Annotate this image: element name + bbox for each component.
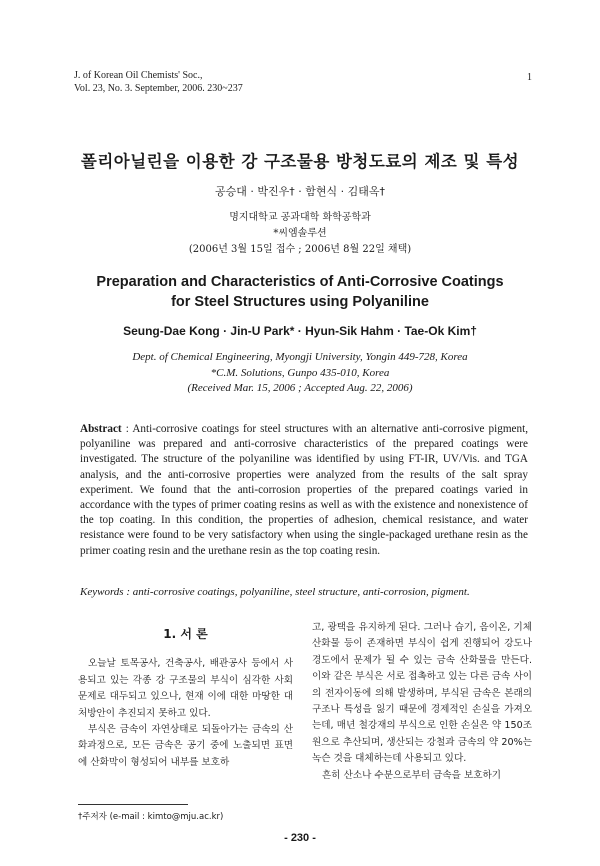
footnote: †주저자 (e-mail : kimto@mju.ac.kr) (78, 812, 224, 822)
page-number: - 230 - (284, 832, 316, 844)
journal-citation (74, 70, 243, 95)
english-affiliation (0, 350, 600, 397)
korean-authors: 공승대 · 박진우† · 함현식 · 김태옥† (215, 185, 385, 198)
journal-line-1: J. of Korean Oil Chemists' Soc., (74, 70, 203, 81)
left-paragraph-1: 오늘날 토목공사, 건축공사, 배관공사 등에서 사용되고 있는 각종 강 구조물의 부식이 심각한 사회문제로 대두되고 있으나, 현재 이에 대한 마땅한 대처방안이 추진되지 못하고 있다. (78, 658, 293, 719)
korean-title: 폴리아닐린을 이용한 강 구조물용 방청도료의 제조 및 특성 (80, 152, 520, 171)
abstract (80, 422, 528, 559)
footnote-divider (78, 804, 188, 805)
abstract-label: Abstract (80, 423, 122, 435)
left-column (78, 620, 293, 771)
korean-affiliation (0, 210, 600, 258)
left-paragraph-2: 부식은 금속이 자연상태로 되돌아가는 금속의 산화과정으로, 모든 금속은 공기 중에 노출되면 표면에 산화막이 형성되어 내부를 보호하 (78, 724, 293, 768)
right-paragraph-1: 고, 광택을 유지하게 된다. 그러나 습기, 음이온, 기체 산화물 등이 존재하면 부식이 쉽게 진행되어 강도나 경도에서 문제가 될 수 있는 금속 산화물을 만든다. 이와 같은 부식은 서로 접촉하고 있는 다른 금속 사이의 전자이동에 의해 발생하며, 부식된 금속은 본래의 구조나 특성을 잃기 때문에 경제적인 손실을 가져오는데, 매년 철강재의 부식으로 인한 손실은 약 150조원으로 추산되며, 생산되는 강철과 금속의 약 20%는 녹슨 것을 대체하는데 사용되고 있다. (312, 622, 532, 765)
korean-company: *씨엠솔루션 (273, 228, 327, 239)
keywords: Keywords : anti-corrosive coatings, polyaniline, steel structure, anti-corrosion, pigment. (80, 586, 470, 598)
english-affil-line-3: (Received Mar. 15, 2006 ; Accepted Aug. 22, 2006) (187, 382, 413, 394)
right-column (312, 620, 532, 784)
english-title (0, 272, 600, 312)
journal-line-2: Vol. 23, No. 3. September, 2006. 230~237 (74, 82, 243, 94)
abstract-text: : Anti-corrosive coatings for steel structures with an alternative anti-corrosive pigment, polyaniline was prepared and anti-corrosive characteristics of the prepared coatings were investigated. The structure of the polyaniline was identified by using FT-IR, UV/Vis. and TGA analysis, and the anti-corrosive properties were analyzed from the results of the salt spray experiment. We found that the anti-corrosion properties of the prepared coatings varied in accordance with the types of primer coating resins as well as with the existence and nonexistence of the top coating. In this condition, the properties of adhesion, chemical resistance, and water resistance were found to be very satisfactory when using the single-packaged urethane resin as the primer coating resin and the urethane resin as the top coating resin. (80, 423, 528, 557)
korean-dates: (2006년 3월 15일 접수 ; 2006년 8월 22일 채택) (188, 244, 412, 255)
header-page-number: 1 (527, 72, 532, 83)
english-title-line-1: Preparation and Characteristics of Anti-Corrosive Coatings (96, 274, 504, 290)
english-authors: Seung-Dae Kong · Jin-U Park* · Hyun-Sik Hahm · Tae-Ok Kim† (123, 324, 477, 338)
section-heading: 1. 서 론 (163, 627, 208, 641)
english-affil-line-1: Dept. of Chemical Engineering, Myongji University, Yongin 449-728, Korea (132, 351, 468, 363)
english-affil-line-2: *C.M. Solutions, Gunpo 435-010, Korea (210, 366, 390, 379)
right-paragraph-2: 흔히 산소나 수분으로부터 금속을 보호하기 (322, 769, 502, 781)
english-title-line-2: for Steel Structures using Polyaniline (171, 294, 429, 310)
korean-dept: 명지대학교 공과대학 화학공학과 (229, 212, 371, 223)
